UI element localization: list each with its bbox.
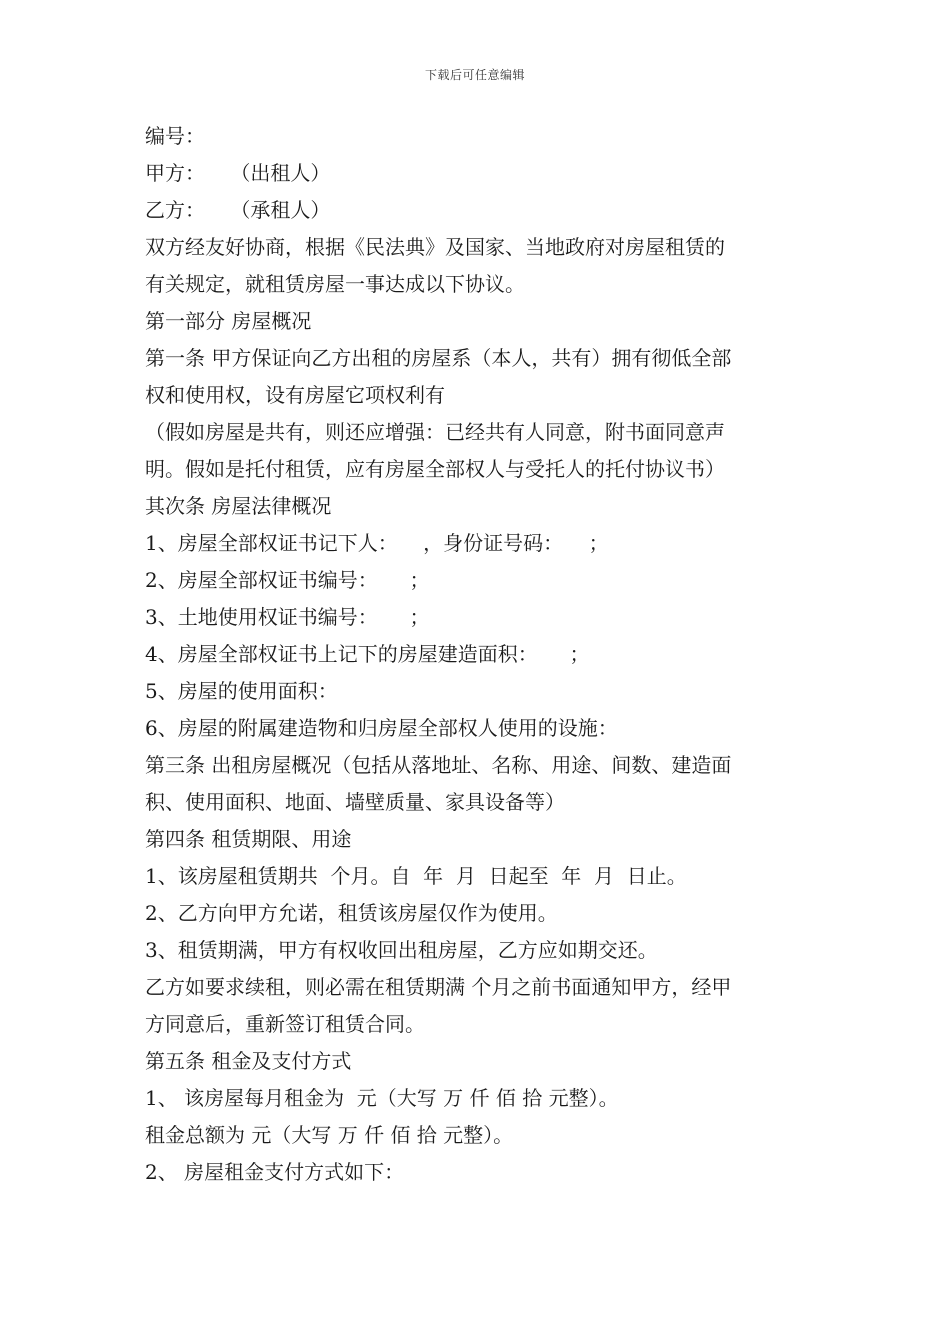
document-body [145,118,815,1191]
party-a-label: 甲方： （出租人） [145,161,331,185]
list-item: 4、房屋全部权证书上记下的房屋建造面积： ； [145,642,590,666]
article-heading: 第五条 租金及支付方式 [145,1049,352,1073]
page-header: 下载后可任意编辑 [424,68,525,82]
section-heading: 第一部分 房屋概况 [145,309,312,333]
article-text: 第一条 甲方保证向乙方出租的房屋系（本人，共有）拥有彻低全部 [145,346,732,370]
list-item: 3、租赁期满，甲方有权收回出租房屋，乙方应如期交还。 [145,938,658,962]
article-text: 租金总额为 元（大写 万 仟 佰 拾 元整）。 [145,1123,514,1147]
list-item: 5、房屋的使用面积： [145,679,338,703]
article-text: 乙方如要求续租，则必需在租赁期满 个月之前书面通知甲方，经甲 [145,975,732,999]
list-item: 1、 该房屋每月租金为 元（大写 万 仟 佰 拾 元整）。 [145,1086,619,1110]
article-text: 权和使用权，设有房屋它项权利有 [145,383,445,407]
article-text: 积、使用面积、地面、墙壁质量、家具设备等） [145,790,565,814]
article-text: 方同意后，重新签订租赁合同。 [145,1012,425,1036]
list-item: 1、该房屋租赁期共 个月。自 年 月 日起至 年 月 日止。 [145,864,687,888]
list-item: 6、房屋的附属建造物和归房屋全部权人使用的设施： [145,716,618,740]
list-item: 1、房屋全部权证书记下人： ，身份证号码： ； [145,531,609,555]
list-item: 2、乙方向甲方允诺，租赁该房屋仅作为使用。 [145,901,558,925]
list-item: 3、土地使用权证书编号： ； [145,605,430,629]
party-b-label: 乙方： （承租人） [145,198,331,222]
document-number-label: 编号： [145,124,205,148]
article-note: 明。假如是托付租赁，应有房屋全部权人与受托人的托付协议书） [145,457,725,481]
article-heading: 第四条 租赁期限、用途 [145,827,352,851]
preamble-line: 双方经友好协商，根据《民法典》及国家、当地政府对房屋租赁的 [145,235,725,259]
article-note: （假如房屋是共有，则还应增强：已经共有人同意，附书面同意声 [145,420,725,444]
list-item: 2、房屋全部权证书编号： ； [145,568,430,592]
article-text: 第三条 出租房屋概况（包括从落地址、名称、用途、间数、建造面 [145,753,732,777]
list-item: 2、 房屋租金支付方式如下： [145,1160,405,1184]
article-heading: 其次条 房屋法律概况 [145,494,332,518]
preamble-line: 有关规定，就租赁房屋一事达成以下协议。 [145,272,525,296]
